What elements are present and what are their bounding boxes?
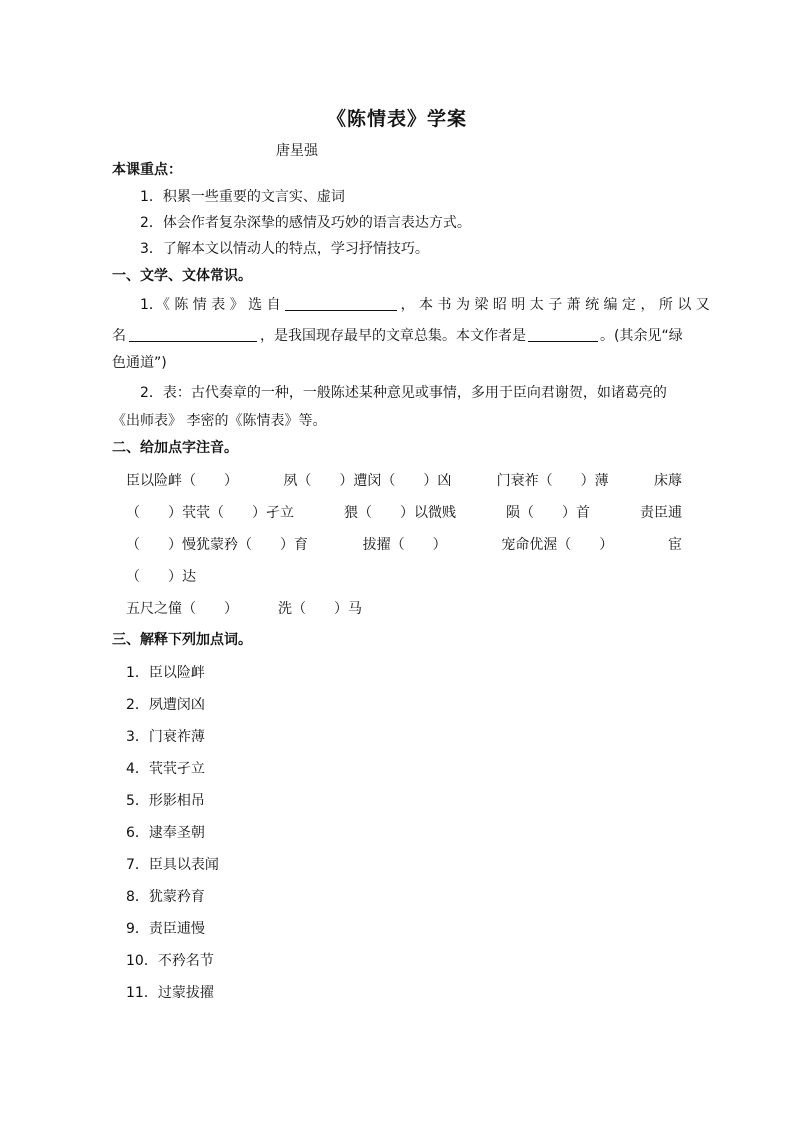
list-item: 9．责臣逋慢 xyxy=(126,921,205,937)
section1-q2-line2: 《出师表》 李密的《陈情表》等。 xyxy=(112,413,327,429)
focus-item: 3．了解本文以情动人的特点，学习抒情技巧。 xyxy=(140,241,429,257)
list-item: 1．臣以险衅 xyxy=(126,665,205,681)
section1-q1-line1: 1．《 陈 情 表 》 选 自 ， 本 书 为 梁 昭 明 太 子 萧 统 编 定 ， 所 以 又 xyxy=(140,297,710,313)
list-item: 11．过蒙拔擢 xyxy=(126,985,214,1001)
section1-heading: 一、文学、文体常识。 xyxy=(112,268,252,284)
section1-q1-line3: 色通道”) xyxy=(112,355,167,371)
pinyin-row: （ ）达 xyxy=(126,569,196,585)
section1-q1-line2: 名 ，是我国现存最早的文章总集。本文作者是 。(其余见“绿 xyxy=(112,328,683,344)
section1-q2-line1: 2．表：古代奏章的一种，一般陈述某种意见或事情，多用于臣向君谢贺，如诸葛亮的 xyxy=(140,385,667,401)
focus-heading: 本课重点： xyxy=(112,162,182,178)
answer-blank[interactable] xyxy=(129,327,257,342)
pinyin-row: 臣以险衅（ ） 夙（ ）遭闵（ ）凶 门衰祚（ ）薄 床蓐 xyxy=(126,473,682,489)
list-item: 3．门衰祚薄 xyxy=(126,729,205,745)
list-item: 10．不矜名节 xyxy=(126,953,214,969)
pinyin-row: （ ）慢犹蒙矜（ ）育 拔擢（ ） 宠命优渥（ ） 宦 xyxy=(126,537,682,553)
list-item: 5．形影相吊 xyxy=(126,793,205,809)
section3-heading: 三、解释下列加点词。 xyxy=(112,632,252,648)
list-item: 4．茕茕孑立 xyxy=(126,761,205,777)
list-item: 2．夙遭闵凶 xyxy=(126,697,205,713)
focus-item: 1．积累一些重要的文言实、虚词 xyxy=(140,189,345,205)
answer-blank[interactable] xyxy=(285,296,397,311)
focus-item: 2．体会作者复杂深挚的感情及巧妙的语言表达方式。 xyxy=(140,215,471,231)
list-item: 7．臣具以表闻 xyxy=(126,857,219,873)
document-title: 《陈情表》学案 xyxy=(326,108,467,130)
author-name: 唐星强 xyxy=(276,143,318,159)
pinyin-row: 五尺之僮（ ） 洗（ ）马 xyxy=(126,601,362,617)
answer-blank[interactable] xyxy=(528,327,598,342)
pinyin-row: （ ）茕茕（ ）孑立 猥（ ）以微贱 陨（ ）首 责臣逋 xyxy=(126,505,682,521)
list-item: 8．犹蒙矜育 xyxy=(126,889,205,905)
section2-heading: 二、给加点字注音。 xyxy=(112,440,238,456)
list-item: 6．逮奉圣朝 xyxy=(126,825,205,841)
